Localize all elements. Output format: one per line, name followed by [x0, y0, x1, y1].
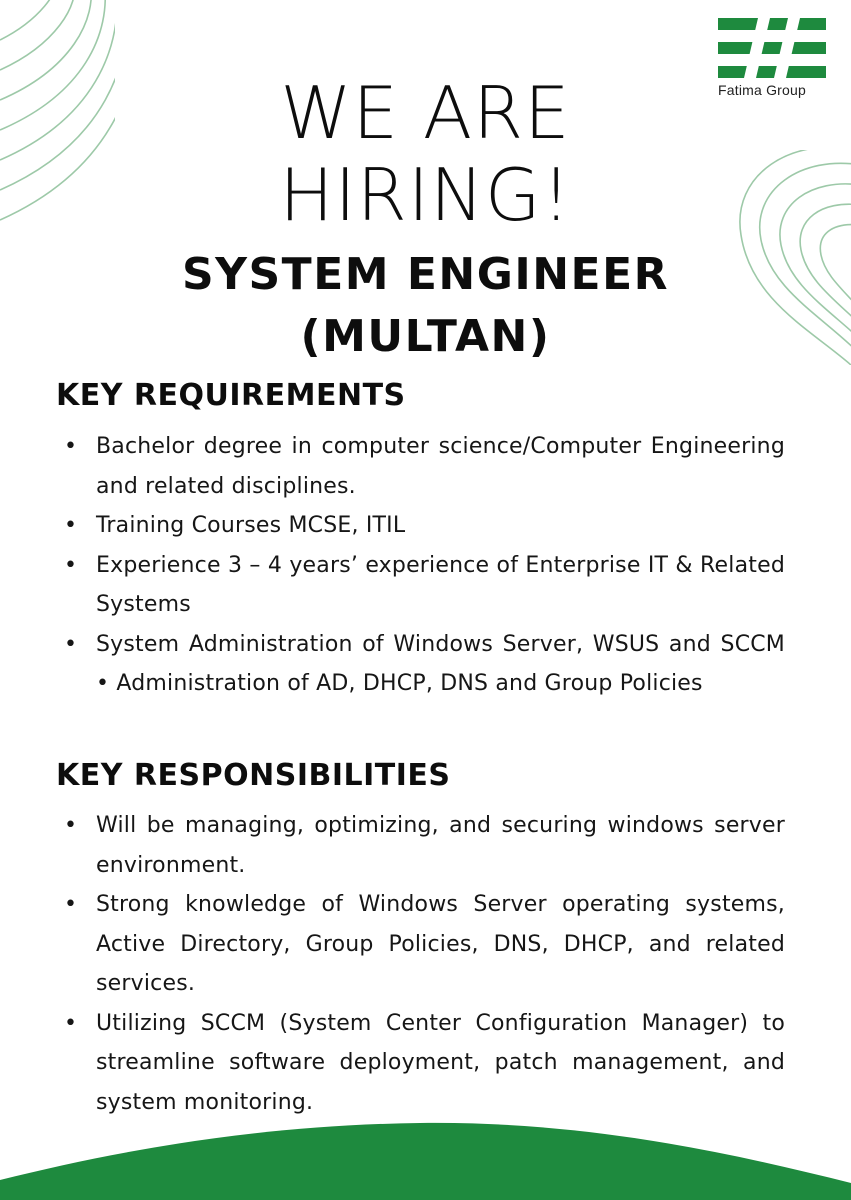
responsibilities-list	[60, 806, 785, 1122]
list-item: • Utilizing SCCM (System Center Configuration Manager) to streamline software deployment, patch management, and system monitoring.	[60, 1004, 785, 1123]
headline-line-2: HIRING!	[279, 153, 572, 237]
list-item: • System Administration of Windows Server, WSUS and SCCM • Administration of AD, DHCP, DNS and Group Policies	[60, 625, 785, 704]
list-item: • Will be managing, optimizing, and securing windows server environment.	[60, 806, 785, 885]
fatima-group-logo-icon	[718, 18, 826, 78]
requirements-list	[60, 427, 785, 704]
headline-line-1: WE ARE	[280, 71, 571, 155]
list-item: • Experience 3 – 4 years’ experience of Enterprise IT & Related Systems	[60, 546, 785, 625]
list-item: • Training Courses MCSE, ITIL	[60, 506, 785, 546]
list-item: • Strong knowledge of Windows Server operating systems, Active Directory, Group Policies, DNS, DHCP, and related services.	[60, 885, 785, 1004]
requirements-heading: KEY REQUIREMENTS	[56, 378, 406, 413]
headline	[0, 72, 851, 236]
list-item: • Bachelor degree in computer science/Computer Engineering and related disciplines.	[60, 427, 785, 506]
responsibilities-heading: KEY RESPONSIBILITIES	[56, 758, 451, 793]
job-title-line-2: (MULTAN)	[300, 311, 551, 362]
job-title	[0, 244, 851, 368]
job-title-line-1: SYSTEM ENGINEER	[181, 249, 670, 300]
decorative-green-wave	[0, 1105, 851, 1200]
logo-text: Fatima Group	[718, 82, 806, 98]
